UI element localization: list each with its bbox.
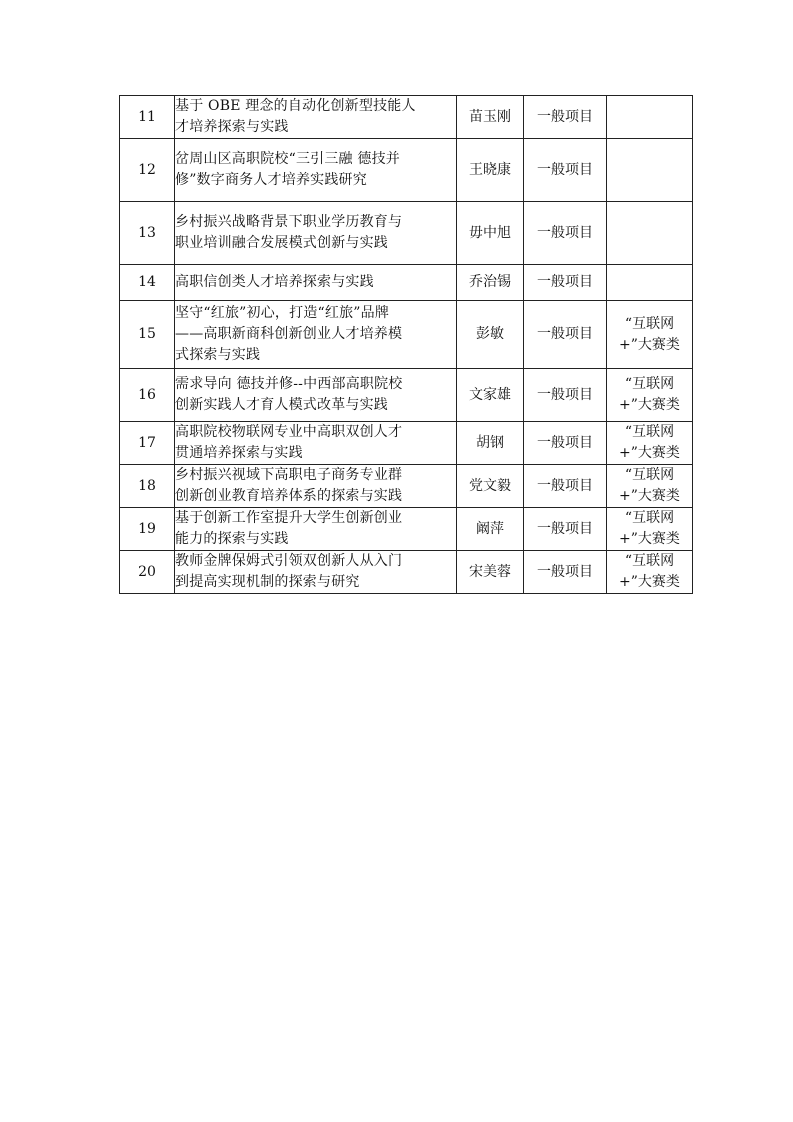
row-number: 12 [120,139,175,202]
project-type: 一般项目 [524,265,607,301]
project-leader: 党文毅 [457,465,524,508]
table-row [120,551,693,594]
table-row [120,96,693,139]
project-leader: 宋美蓉 [457,551,524,594]
project-type: 一般项目 [524,369,607,422]
table-row [120,139,693,202]
row-number: 16 [120,369,175,422]
project-title: 基于 OBE 理念的自动化创新型技能人 才培养探索与实践 [175,98,416,135]
row-number: 18 [120,465,175,508]
project-leader: 阚萍 [457,508,524,551]
project-leader: 彭敏 [457,301,524,369]
project-note: “互联网 +”大赛类 [619,467,680,504]
project-note: “互联网 +”大赛类 [619,424,680,461]
project-type: 一般项目 [524,508,607,551]
project-type: 一般项目 [524,139,607,202]
project-note: “互联网 +”大赛类 [619,553,680,590]
project-note: “互联网 +”大赛类 [619,315,680,353]
project-title: 高职信创类人才培养探索与实践 [175,274,374,290]
project-leader: 胡钢 [457,422,524,465]
project-title: 需求导向 德技并修--中西部高职院校 创新实践人才育人模式改革与实践 [175,376,403,413]
project-leader: 文家雄 [457,369,524,422]
table-row [120,202,693,265]
project-leader: 毋中旭 [457,202,524,265]
project-title: 坚守“红旅”初心，打造“红旅”品牌 ——高职新商科创新创业人才培养模 式探索与实践 [175,305,403,363]
project-note: “互联网 +”大赛类 [619,376,680,413]
project-title: 教师金牌保姆式引领双创新人从入门 到提高实现机制的探索与研究 [175,553,403,590]
project-table [119,95,693,594]
table-row [120,508,693,551]
project-type: 一般项目 [524,422,607,465]
project-title: 乡村振兴视域下高职电子商务专业群 创新创业教育培养体系的探索与实践 [175,467,403,504]
row-number: 17 [120,422,175,465]
table-row [120,422,693,465]
row-number: 20 [120,551,175,594]
project-type: 一般项目 [524,301,607,369]
row-number: 15 [120,301,175,369]
project-note: “互联网 +”大赛类 [619,510,680,547]
project-type: 一般项目 [524,551,607,594]
table-row [120,301,693,369]
project-type: 一般项目 [524,465,607,508]
table-row [120,369,693,422]
project-leader: 王晓康 [457,139,524,202]
row-number: 11 [120,96,175,139]
project-title: 岔周山区高职院校“三引三融 德技并 修”数字商务人才培养实践研究 [175,151,401,188]
project-type: 一般项目 [524,202,607,265]
project-leader: 乔治锡 [457,265,524,301]
row-number: 19 [120,508,175,551]
table-row [120,265,693,301]
project-title: 高职院校物联网专业中高职双创人才 贯通培养探索与实践 [175,424,403,461]
project-title: 乡村振兴战略背景下职业学历教育与 职业培训融合发展模式创新与实践 [175,214,403,251]
project-leader: 苗玉刚 [457,96,524,139]
table-row [120,465,693,508]
row-number: 14 [120,265,175,301]
project-type: 一般项目 [524,96,607,139]
row-number: 13 [120,202,175,265]
project-title: 基于创新工作室提升大学生创新创业 能力的探索与实践 [175,510,403,547]
